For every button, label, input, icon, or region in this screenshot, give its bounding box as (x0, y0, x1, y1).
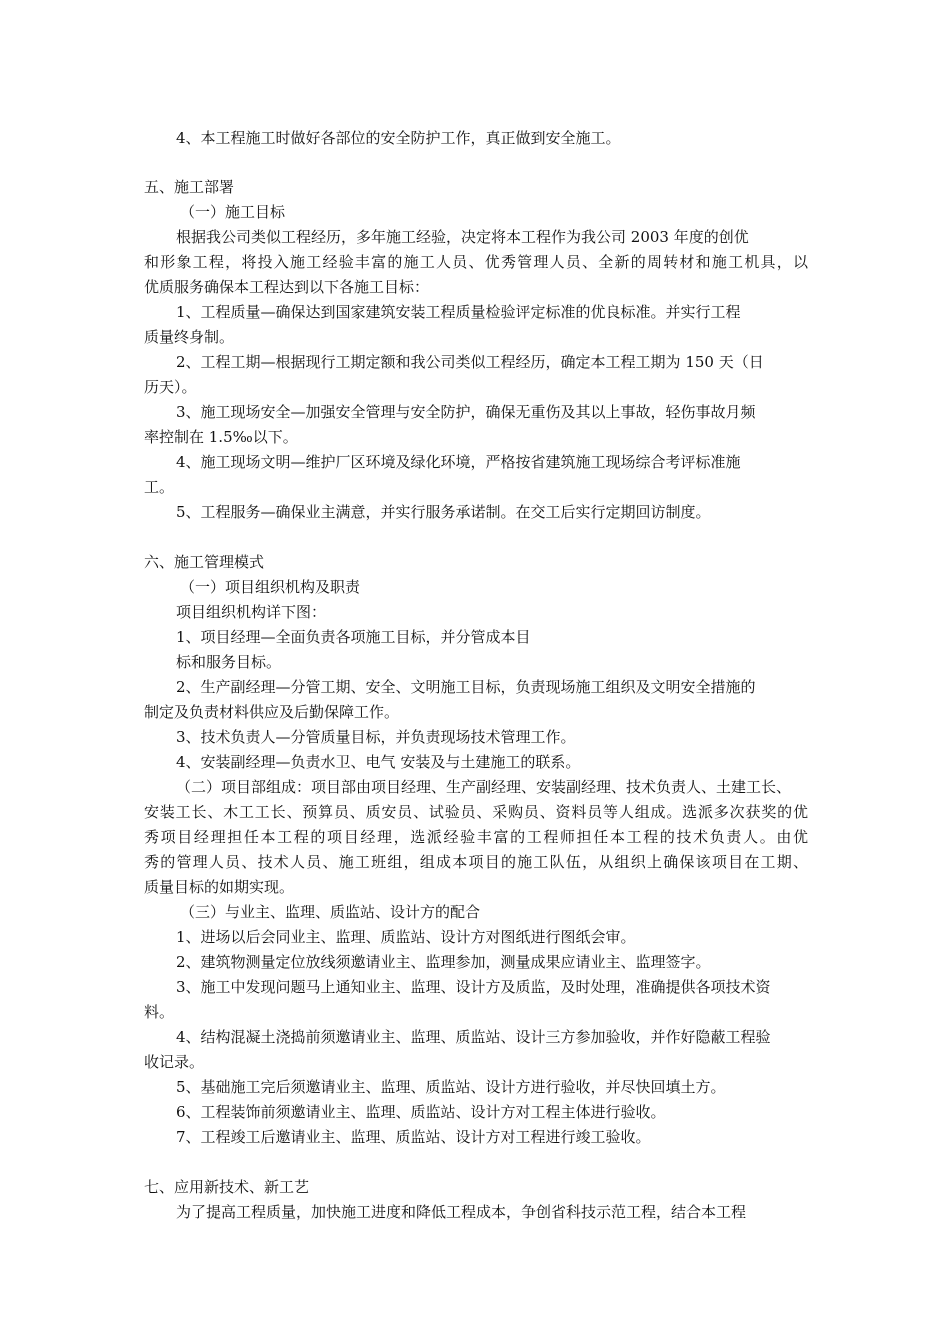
section-5-heading: 五、施工部署 (144, 178, 235, 196)
project-team-line: 安装工长、木工工长、预算员、质安员、试验员、采购员、资料员等人组成。选派多次获奖的优 (144, 803, 808, 821)
project-team-line: （二）项目部组成：项目部由项目经理、生产副经理、安装副经理、技术负责人、土建工长、 (176, 778, 792, 796)
section-5-paragraph-line: 优质服务确保本工程达到以下各施工目标： (144, 278, 430, 296)
coordination-item-4-line: 4、结构混凝土浇捣前须邀请业主、监理、质监站、设计三方参加验收，并作好隐蔽工程验 (176, 1028, 771, 1046)
project-team-line: 秀项目经理担任本工程的项目经理，选派经验丰富的工程师担任本工程的技术负责人。由优 (144, 828, 808, 846)
section-5-subheading-1: （一）施工目标 (180, 203, 286, 221)
section-6-subheading-3: （三）与业主、监理、质监站、设计方的配合 (180, 903, 481, 921)
goal-1-line: 1、工程质量—确保达到国家建筑安装工程质量检验评定标准的优良标准。并实行工程 (176, 303, 741, 321)
coordination-item-2: 2、建筑物测量定位放线须邀请业主、监理参加，测量成果应请业主、监理签字。 (176, 953, 711, 971)
goal-2-line: 2、工程工期—根据现行工期定额和我公司类似工程经历，确定本工程工期为 150 天（日 (176, 353, 764, 371)
goal-3-line: 3、施工现场安全—加强安全管理与安全防护，确保无重伤及其以上事故，轻伤事故月频 (176, 403, 756, 421)
org-chart-note: 项目组织机构详下图： (176, 603, 327, 621)
role-2-line: 制定及负责材料供应及后勤保障工作。 (144, 703, 400, 721)
role-2-line: 2、生产副经理—分管工期、安全、文明施工目标，负责现场施工组织及文明安全措施的 (176, 678, 756, 696)
section-6-subheading-1: （一）项目组织机构及职责 (180, 578, 361, 596)
section-6-heading: 六、施工管理模式 (144, 553, 265, 571)
goal-4-line: 工。 (144, 478, 175, 496)
safety-item-4: 4、本工程施工时做好各部位的安全防护工作，真正做到安全施工。 (176, 129, 621, 147)
coordination-item-7: 7、工程竣工后邀请业主、监理、质监站、设计方对工程进行竣工验收。 (176, 1128, 651, 1146)
coordination-item-5: 5、基础施工完后须邀请业主、监理、质监站、设计方进行验收，并尽快回填土方。 (176, 1078, 726, 1096)
goal-5-line: 5、工程服务—确保业主满意，并实行服务承诺制。在交工后实行定期回访制度。 (176, 503, 711, 521)
project-team-line: 质量目标的如期实现。 (144, 878, 295, 896)
goal-4-line: 4、施工现场文明—维护厂区环境及绿化环境，严格按省建筑施工现场综合考评标准施 (176, 453, 741, 471)
coordination-item-3-line: 料。 (144, 1003, 175, 1021)
section-7-paragraph-line: 为了提高工程质量，加快施工进度和降低工程成本，争创省科技示范工程，结合本工程 (176, 1203, 747, 1221)
goal-3-line: 率控制在 1.5‰以下。 (144, 428, 298, 446)
goal-2-line: 历天）。 (144, 378, 197, 396)
coordination-item-6: 6、工程装饰前须邀请业主、监理、质监站、设计方对工程主体进行验收。 (176, 1103, 666, 1121)
coordination-item-3-line: 3、施工中发现问题马上通知业主、监理、设计方及质监，及时处理，准确提供各项技术资 (176, 978, 771, 996)
section-7-heading: 七、应用新技术、新工艺 (144, 1178, 310, 1196)
goal-1-line: 质量终身制。 (144, 328, 235, 346)
section-5-paragraph-line: 根据我公司类似工程经历，多年施工经验，决定将本工程作为我公司 2003 年度的创优 (176, 228, 749, 246)
role-1-line: 标和服务目标。 (176, 653, 282, 671)
project-team-line: 秀的管理人员、技术人员、施工班组，组成本项目的施工队伍，从组织上确保该项目在工期、 (144, 853, 808, 871)
role-4-line: 4、安装副经理—负责水卫、电气 安装及与土建施工的联系。 (176, 753, 581, 771)
coordination-item-1: 1、进场以后会同业主、监理、质监站、设计方对图纸进行图纸会审。 (176, 928, 636, 946)
role-1-line: 1、项目经理—全面负责各项施工目标，并分管成本目 (176, 628, 531, 646)
role-3-line: 3、技术负责人—分管质量目标，并负责现场技术管理工作。 (176, 728, 576, 746)
coordination-item-4-line: 收记录。 (144, 1053, 205, 1071)
section-5-paragraph-line: 和形象工程，将投入施工经验丰富的施工人员、优秀管理人员、全新的周转材和施工机具，以 (144, 253, 808, 271)
